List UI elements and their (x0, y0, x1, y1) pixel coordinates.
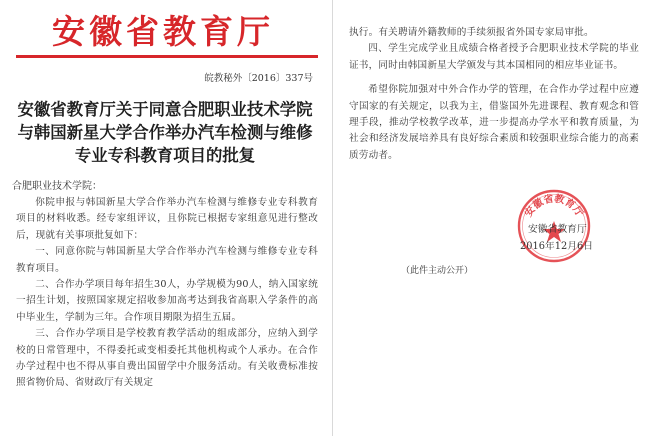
body-paragraph: 你院申报与韩国新星大学合作举办汽车检测与维修专业专科教育项目的材料收悉。经专家组评议，且你院已根据专家组意见进行整改后，现就有关事项批复如下： (16, 197, 318, 241)
document-title-line: 专业专科教育项目的批复 (74, 146, 256, 165)
document-title-line: 与韩国新星大学合作举办汽车检测与维修 (17, 123, 313, 142)
letterhead-title: 安徽省教育厅 (52, 12, 274, 51)
document-body-right (349, 25, 639, 164)
body-paragraph: 希望你院加强对中外合作办学的管理，在合作办学过程中应遵守国家的有关规定，以我为主，借鉴国外先进课程、教育观念和管理手段，推动学校教学改革，进一步提高办学水平和教育质量，为社会和经济发展培养具有良好综合素质和较强职业综合能力的高素质劳动者。 (349, 84, 639, 161)
svg-text:安徽省教育厅 (521, 192, 586, 220)
document-number: 皖教秘外〔2016〕337号 (204, 73, 313, 84)
body-paragraph: 二、合作办学项目每年招生30人，办学规模为90人，纳入国家统一招生计划，按照国家规定招收参加高考达到我省高职入学条件的高中毕业生，学制为三年。合作项目期限为招生五届。 (16, 279, 318, 323)
document-title-line: 安徽省教育厅关于同意合肥职业技术学院 (17, 100, 313, 119)
document-title (12, 98, 318, 167)
publication-note: （此件主动公开） (401, 266, 474, 276)
body-paragraph: 一、同意你院与韩国新星大学合作举办汽车检测与维修专业专科教育项目。 (16, 246, 318, 274)
letterhead-red-rule (16, 55, 318, 58)
seal-text: 安徽省教育厅 (523, 193, 585, 220)
body-paragraph: 执行。有关聘请外籍教师的手续须报省外国专家局审批。 (349, 27, 594, 38)
body-paragraph: 四、学生完成学业且成绩合格者授予合肥职业技术学院的毕业证书，同时由韩国新星大学颁发与其本国相同的相应毕业证书。 (349, 43, 639, 71)
document-body-left (16, 195, 318, 392)
recipient-line: 合肥职业技术学院： (12, 181, 102, 192)
document-page-right (332, 0, 645, 436)
body-paragraph: 三、合作办学项目是学校教育教学活动的组成部分，应纳入到学校的日常管理中，不得委托或变相委托其他机构或个人承办。在合作办学过程中也不得从事自费出国留学中介服务活动。有关收费标准按照省物价局、省财政厅有关规定 (16, 328, 318, 389)
issue-date: 2016年12月6日 (520, 241, 594, 252)
issuing-authority: 安徽省教育厅 (528, 224, 587, 235)
